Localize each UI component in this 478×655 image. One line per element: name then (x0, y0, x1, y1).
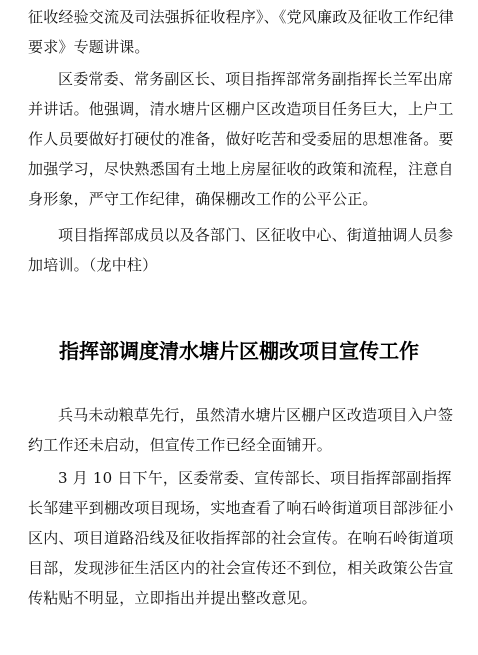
article1-paragraph-2 (28, 64, 460, 214)
article1-paragraph-3 (28, 220, 460, 280)
text-line: 目部，发现涉征生活区内的社会宣传还不到位，相关政策公告宣 (28, 559, 454, 577)
text-line: 作人员要做好打硬仗的准备，做好吃苦和受委屈的思想准备。要 (28, 130, 454, 148)
text-line: 区委常委、常务副区长、项目指挥部常务副指挥长兰军出席 (58, 70, 454, 88)
text-line: 征收经验交流及司法强拆征收程序》、《党风廉政及征收工作纪律 (28, 8, 454, 26)
text-line: 3 月 10 日下午，区委常委、宣传部长、项目指挥部副指挥 (58, 469, 452, 487)
article1-paragraph-1 (28, 2, 460, 62)
article2-paragraph-2 (28, 463, 460, 613)
text-line: 长邹建平到棚改项目现场，实地查看了响石岭街道项目部涉征小 (28, 499, 454, 517)
article-heading: 指挥部调度清水塘片区棚改项目宣传工作 (59, 339, 419, 363)
text-line: 加培训。（龙中柱） (28, 256, 158, 274)
text-line: 加强学习，尽快熟悉国有土地上房屋征收的政策和流程，注意自 (28, 160, 454, 178)
text-line: 要求》专题讲课。 (28, 38, 150, 56)
article2-paragraph-1 (28, 400, 460, 460)
text-line: 区内、项目道路沿线及征收指挥部的社会宣传。在响石岭街道项 (28, 529, 454, 547)
text-line: 并讲话。他强调，清水塘片区棚户区改造项目任务巨大，上户工 (28, 100, 454, 118)
text-line: 兵马未动粮草先行，虽然清水塘片区棚户区改造项目入户签 (58, 406, 454, 424)
text-line: 约工作还未启动，但宣传工作已经全面铺开。 (28, 436, 333, 454)
text-line: 传粘贴不明显，立即指出并提出整改意见。 (28, 589, 317, 607)
text-line: 身形象，严守工作纪律，确保棚改工作的公平公正。 (28, 190, 378, 208)
text-line: 项目指挥部成员以及各部门、区征收中心、街道抽调人员参 (58, 226, 454, 244)
